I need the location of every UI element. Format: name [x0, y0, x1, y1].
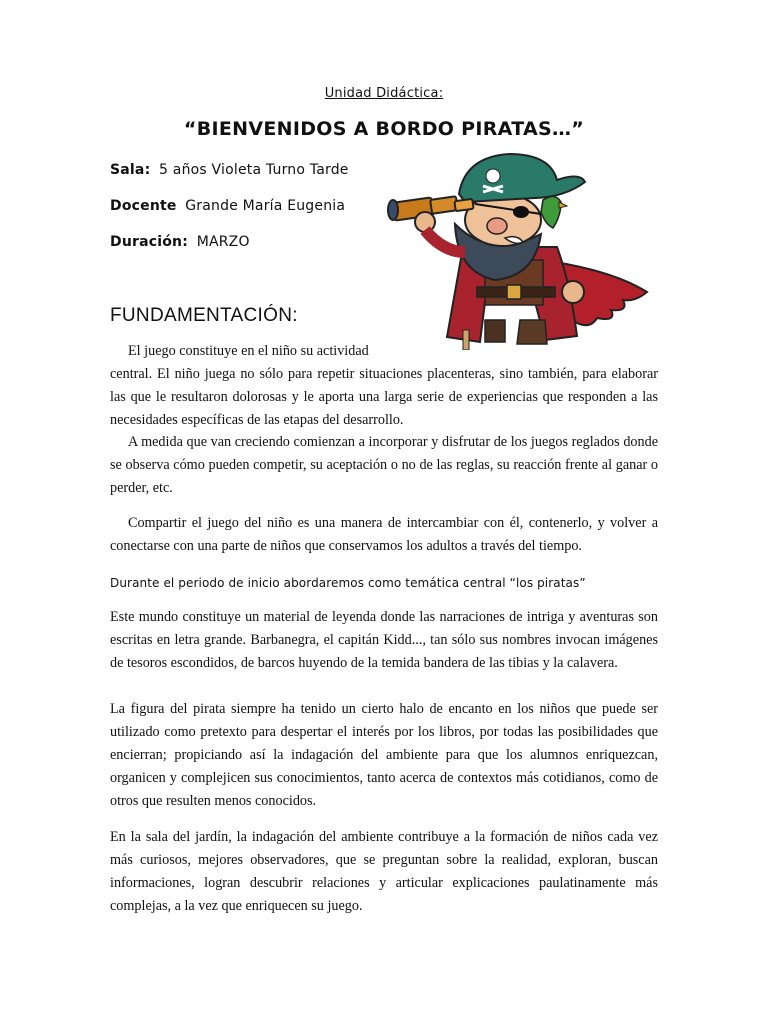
duracion-field: [110, 234, 250, 250]
paragraph-7: En la sala del jardín, la indagación del ambiente contribuye a la formación de niños cada vez más curiosos, mejores observadores, que se preguntan sobre la realidad, exploran, buscan informaciones, logran descubrir relaciones y articular explicaciones paulatinamente más complejas, a la vez que enriquecen su juego.: [110, 829, 658, 914]
paragraph-5: Este mundo constituye un material de leyenda donde las narraciones de intriga y aventuras son escritas en letra grande. Barbanegra, el capitán Kidd..., tan sólo sus nombres invocan imágenes de tesoros escondidos, de barcos huyendo de la temida bandera de las tibias y la calavera.: [110, 609, 658, 671]
pirate-with-spyglass-icon: [385, 152, 650, 350]
docente-value: Grande María Eugenia: [185, 198, 346, 214]
paragraph-2: A medida que van creciendo comienzan a incorporar y disfrutar de los juegos reglados donde se observa cómo pueden competir, su aceptación o no de las reglas, su reacción frente al ganar o perder, etc.: [110, 434, 658, 496]
paragraph-1-first-line: El juego constituye en el niño su actividad: [128, 343, 369, 359]
sala-field: [110, 162, 349, 178]
paragraph-3: Compartir el juego del niño es una manera de intercambiar con él, contenerlo, y volver a conectarse con una parte de niños que conservamos los adultos a través del tiempo.: [110, 515, 658, 554]
docente-label: Docente: [110, 198, 177, 214]
paragraph-6: La figura del pirata siempre ha tenido un cierto halo de encanto en los niños que puede ser utilizado como pretexto para despertar el interés por los libros, por todas las posibilidades que encierran; propiciando así la indagación del ambiente para que los alumnos enriquezcan, organicen y complejicen sus conocimientos, tanto acerca de contextos más cotidianos, como de otros que resulten menos conocidos.: [110, 701, 658, 809]
section-heading: FUNDAMENTACIÓN:: [110, 305, 298, 326]
sala-label: Sala:: [110, 162, 151, 178]
duracion-value: MARZO: [196, 234, 250, 250]
paragraph-4: Durante el periodo de inicio abordaremos como temática central “los piratas”: [110, 576, 586, 590]
main-title: “BIENVENIDOS A BORDO PIRATAS…”: [183, 118, 585, 140]
unit-title: Unidad Didáctica:: [324, 86, 444, 101]
paragraph-1-rest: central. El niño juega no sólo para repetir situaciones placenteras, sino también, para elaborar las que le resultaron dolorosas y le aporta una larga serie de experiencias que responden a las necesidades específicas de las etapas del desarrollo.: [110, 366, 658, 428]
sala-value: 5 años Violeta Turno Tarde: [159, 162, 349, 178]
duracion-label: Duración:: [110, 234, 189, 250]
paragraph-1: [110, 340, 658, 432]
docente-field: [110, 198, 345, 214]
